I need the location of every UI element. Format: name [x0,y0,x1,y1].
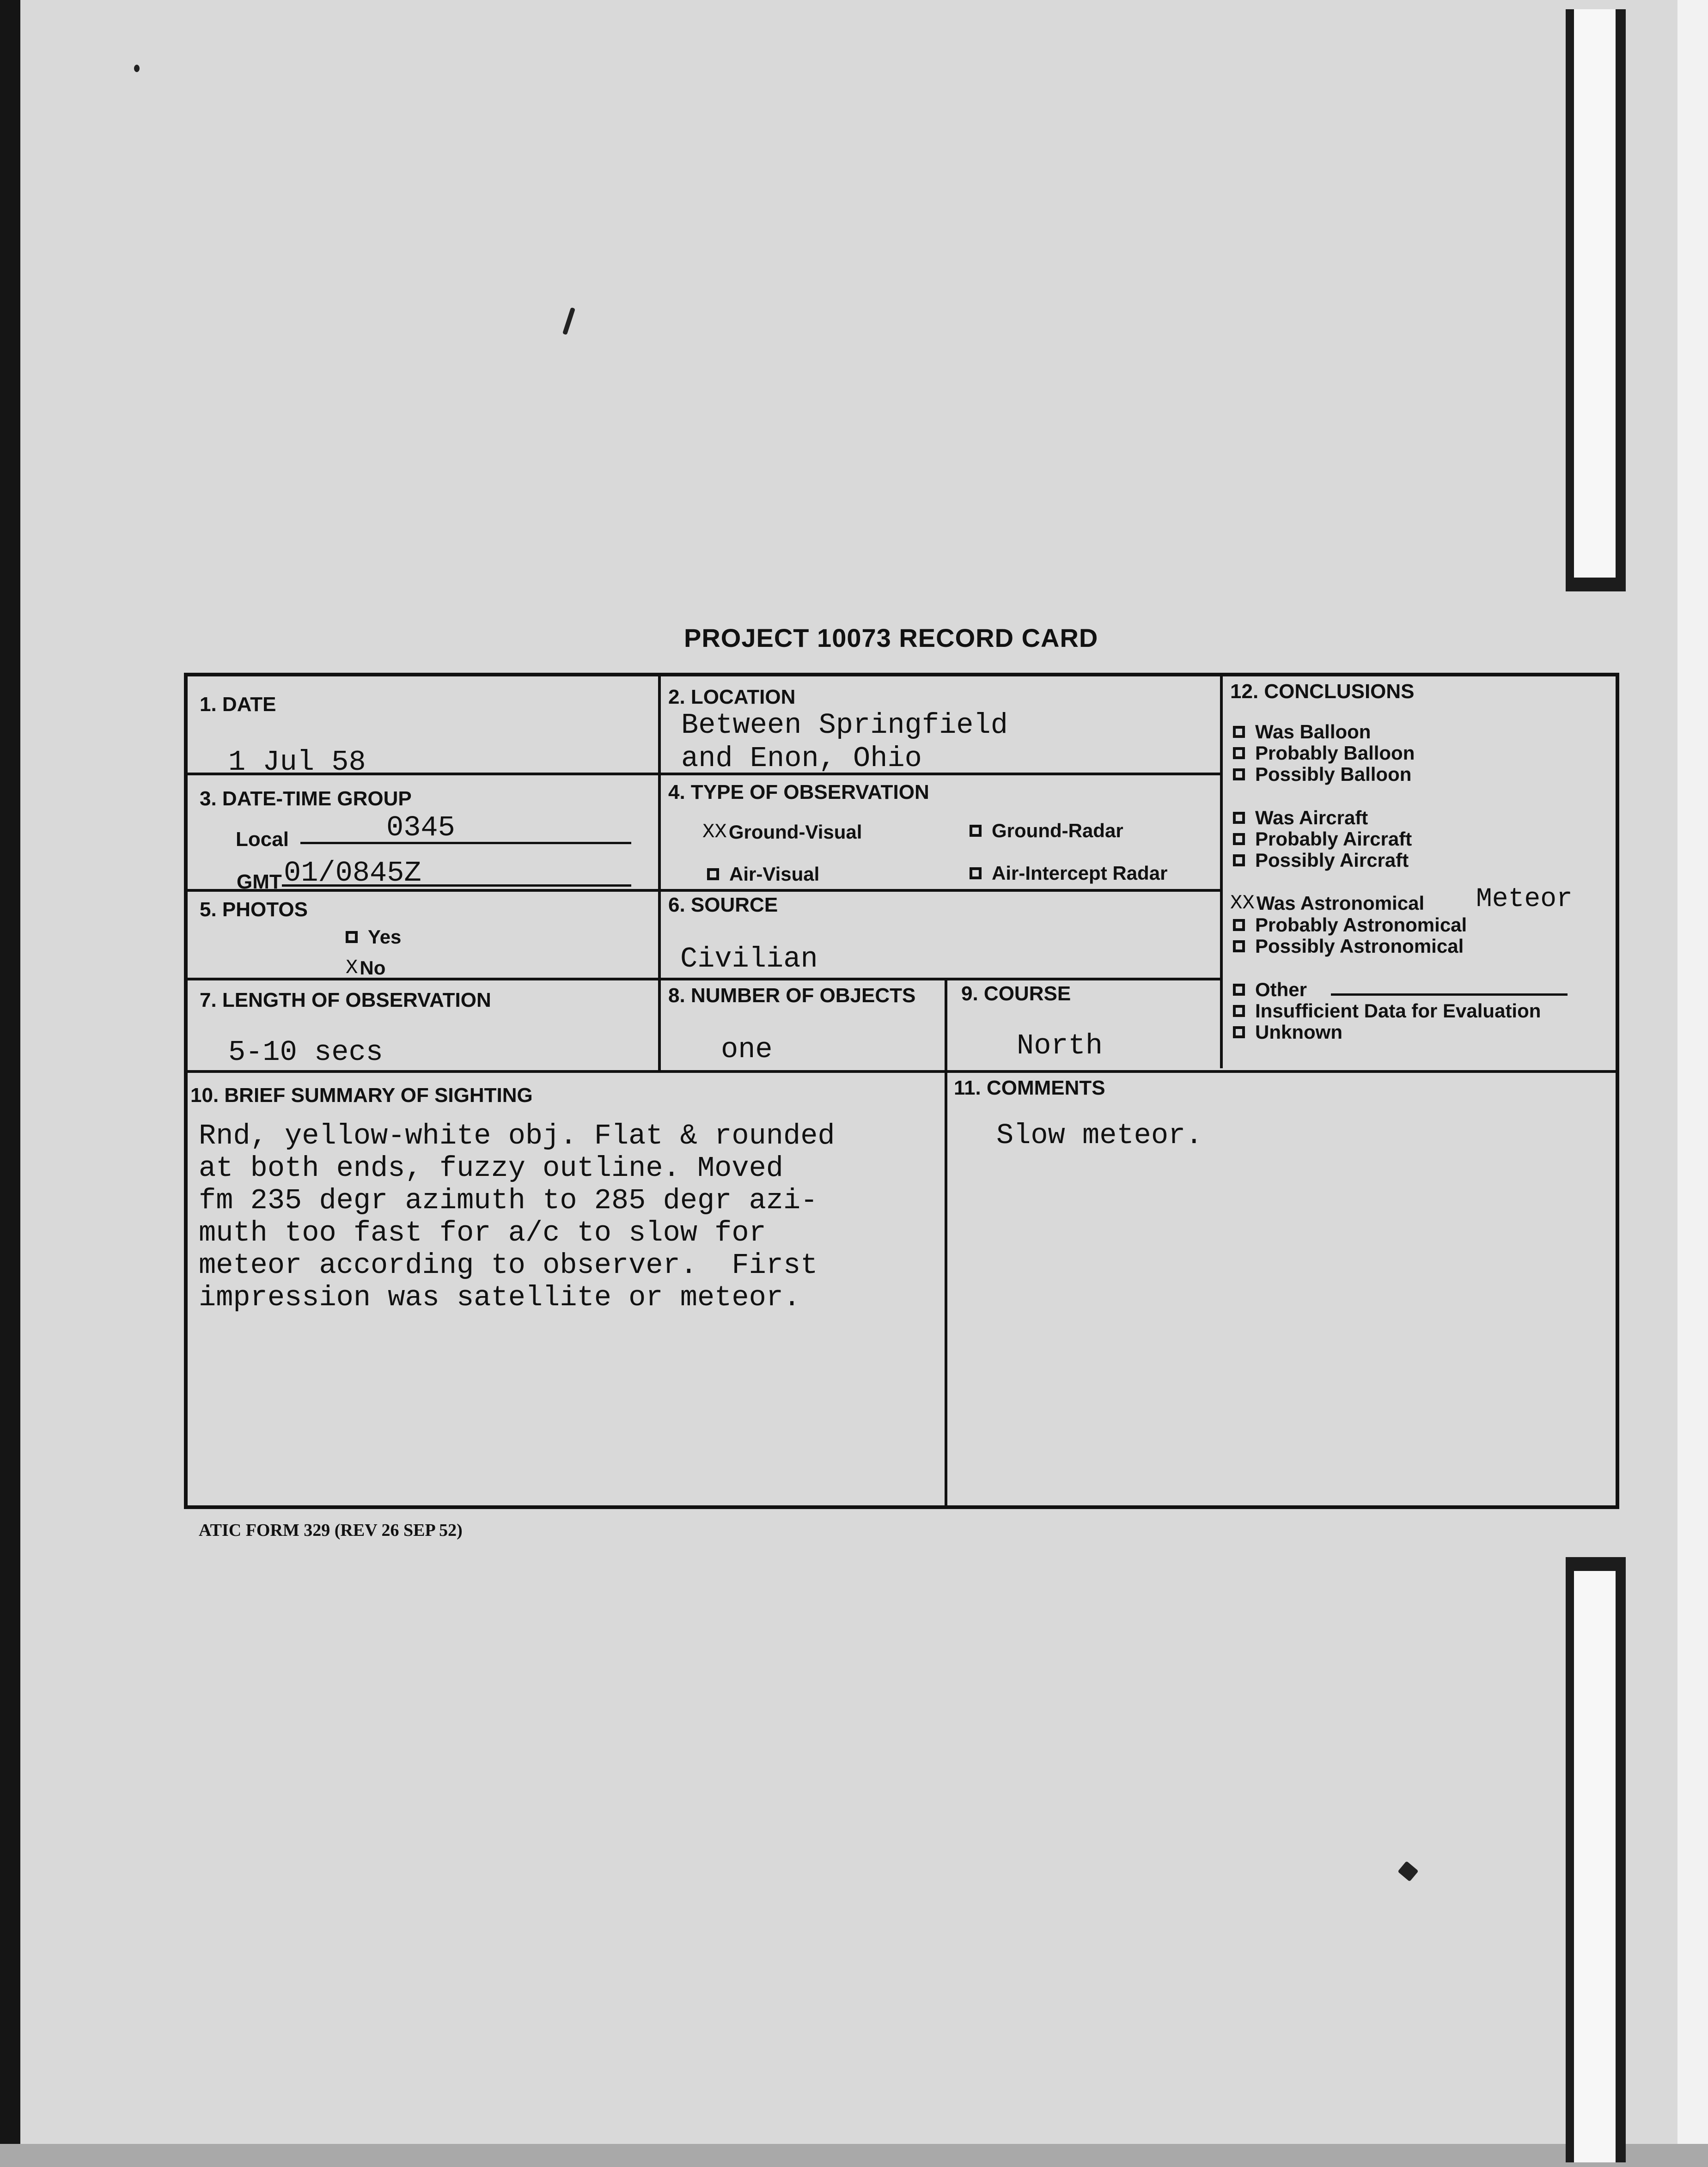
conclusions-label: 12. CONCLUSIONS [1230,680,1415,703]
photos-no-text: No [360,957,386,979]
binder-strip-top [1566,9,1626,591]
dtg-gmt-label: GMT [237,870,282,893]
conclusion-probably-balloon [1233,742,1415,764]
checkbox-icon [1233,747,1245,759]
dtg-local-value: 0345 [386,811,455,844]
checkbox-icon [346,931,358,943]
conclusion-was-aircraft [1233,807,1368,829]
conclusion-text: Was Balloon [1255,721,1371,743]
conclusion-insufficient [1233,1000,1541,1022]
location-line-2: and Enon, Ohio [681,742,922,775]
conclusion-possibly-astronomical [1233,935,1464,957]
summary-label: 10. BRIEF SUMMARY OF SIGHTING [190,1084,533,1107]
summary-line: fm 235 degr azimuth to 285 degr azi- [199,1184,818,1217]
length-label: 7. LENGTH OF OBSERVATION [200,989,491,1011]
conclusion-unknown [1233,1021,1342,1043]
date-value: 1 Jul 58 [228,746,366,779]
was-astronomical-note: Meteor [1476,884,1573,914]
course-value: North [1017,1029,1103,1062]
option-air-intercept-radar [970,862,1167,884]
checkbox-icon [1233,812,1245,824]
checkbox-icon [1233,833,1245,845]
date-label: 1. DATE [200,693,276,716]
summary-line: meteor according to observer. First [199,1249,818,1282]
conclusion-text: Possibly Balloon [1255,763,1412,785]
form-id: ATIC FORM 329 (REV 26 SEP 52) [199,1521,463,1540]
photos-label: 5. PHOTOS [200,898,308,921]
summary-line: impression was satellite or meteor. [199,1281,801,1314]
checkbox-icon [1233,1026,1245,1038]
scan-speck [562,307,575,335]
card-title: PROJECT 10073 RECORD CARD [684,623,1098,652]
course-label: 9. COURSE [961,982,1071,1005]
conclusion-was-astronomical [1230,892,1424,915]
dtg-label: 3. DATE-TIME GROUP [200,787,412,810]
summary-text [199,1120,835,1314]
summary-line: muth too fast for a/c to slow for [199,1217,766,1249]
objects-value: one [721,1033,773,1066]
scan-bottom-edge [0,2144,1708,2167]
dtg-local-label: Local [236,828,289,851]
divider [1220,675,1223,1068]
conclusion-text: Probably Balloon [1255,742,1415,764]
divider [945,978,947,1506]
scan-speck [134,65,140,72]
checkbox-icon [1233,768,1245,780]
checkbox-icon [1233,854,1245,866]
conclusion-text: Was Aircraft [1255,807,1368,828]
summary-line: at both ends, fuzzy outline. Moved [199,1152,784,1185]
source-label: 6. SOURCE [668,894,778,916]
conclusion-text: Possibly Astronomical [1255,935,1464,957]
checkbox-icon [1233,919,1245,931]
conclusion-text: Was Astronomical [1256,892,1425,914]
conclusion-text: Possibly Aircraft [1255,849,1409,871]
checkbox-icon [1233,940,1245,952]
option-photos-no [346,956,385,980]
comments-label: 11. COMMENTS [954,1077,1105,1099]
checkbox-icon [1233,1005,1245,1017]
divider [658,675,661,1073]
source-value: Civilian [680,943,818,975]
conclusion-possibly-balloon [1233,763,1411,785]
air-visual-text: Air-Visual [729,863,820,885]
checkbox-icon [707,868,719,880]
checkbox-icon [970,867,982,879]
objects-label: 8. NUMBER OF OBJECTS [668,984,916,1007]
divider [186,1070,1617,1073]
conclusion-text: Unknown [1255,1021,1342,1043]
photos-yes-text: Yes [368,926,402,948]
conclusion-text: Insufficient Data for Evaluation [1255,1000,1541,1022]
scan-right-edge [1678,0,1708,2167]
location-label: 2. LOCATION [668,686,796,708]
scan-speck [1397,1861,1418,1882]
option-photos-yes [346,926,401,948]
length-value: 5-10 secs [228,1036,383,1069]
location-line-1: Between Springfield [681,709,1008,742]
option-ground-visual [702,821,862,844]
checkbox-icon [1233,984,1245,996]
observation-type-label: 4. TYPE OF OBSERVATION [668,781,929,803]
summary-line: Rnd, yellow-white obj. Flat & rounded [199,1120,835,1152]
scan-left-edge [0,0,20,2167]
conclusion-other [1233,979,1307,1001]
photos-no-mark: X [346,956,358,980]
checkbox-icon [1233,726,1245,738]
comments-value: Slow meteor. [996,1119,1203,1152]
checkbox-icon [970,825,982,837]
binder-strip-bottom [1566,1557,1626,2162]
conclusion-was-balloon [1233,721,1371,743]
was-astronomical-mark: XX [1230,892,1255,915]
conclusion-probably-aircraft [1233,828,1412,850]
option-ground-radar [970,820,1123,842]
dtg-gmt-value: 01/0845Z [284,857,421,889]
ground-visual-mark: XX [702,821,727,844]
other-underline [1331,993,1568,996]
conclusion-text: Probably Aircraft [1255,828,1412,850]
ground-visual-text: Ground-Visual [728,821,862,843]
dtg-local-underline [300,842,631,844]
conclusion-probably-astronomical [1233,914,1467,936]
option-air-visual [707,863,819,885]
divider [186,978,1221,980]
conclusion-text: Other [1255,979,1307,1000]
air-intercept-radar-text: Air-Intercept Radar [992,862,1168,884]
conclusion-text: Probably Astronomical [1255,914,1467,936]
conclusion-possibly-aircraft [1233,849,1409,871]
ground-radar-text: Ground-Radar [992,820,1123,841]
